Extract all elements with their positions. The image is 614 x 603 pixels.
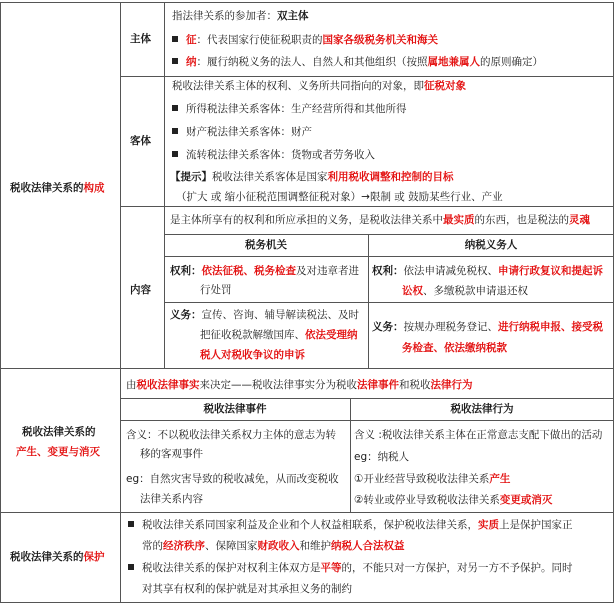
divider-content-colhead (164, 256, 614, 257)
object-item3 (172, 148, 375, 162)
legal-facts-red1: 税收法律事实 (136, 379, 200, 391)
authority-rights-text: 及对违章者进 (296, 265, 359, 277)
object-label: 客体 (130, 135, 151, 147)
event-def-l2: 移的客观事件 (140, 448, 203, 460)
protection-title-red: 保护 (83, 551, 105, 563)
divider-content-mid (368, 234, 369, 368)
zheng-text: ：代表国家行使征税职责的 (196, 34, 323, 46)
object-item1 (172, 102, 407, 116)
object-item2 (172, 125, 312, 139)
protection-title-text: 税收法律关系的 (10, 551, 84, 563)
divider-sec2-colhead (120, 420, 614, 421)
authority-duty-text: 宣传、咨询、辅导解读税法、及时 (201, 309, 359, 321)
act-eg: eg：纳税人 (354, 451, 410, 463)
na-red: 属地兼属人 (427, 56, 480, 68)
divider-sec2-sec3 (0, 512, 614, 513)
divider-sec1-sec2 (0, 368, 614, 369)
taxpayer-rights-text: 依法申请减免税权、 (403, 265, 498, 277)
tip-text: 税收法律关系客体是国家 (212, 171, 328, 183)
protection-p1-text: 税收法律关系同国家利益及企业和个人权益相联系，保护税收法律关系， (142, 519, 478, 531)
subject-label: 主体 (130, 33, 151, 45)
divider-sec1-col1 (120, 2, 121, 368)
authority-duty-l2-text: 把征收税款解缴国库、 (200, 329, 305, 341)
tip-red: 利用税收调整和控制的目标 (327, 171, 454, 183)
tip-label: 【提示】 (170, 171, 212, 183)
border-left (0, 2, 1, 603)
protection-essence: 实质 (478, 519, 499, 531)
taxpayer-rights: 纳税人合法权益 (331, 540, 405, 552)
authority-duty-l2-red: 依法受理纳 (305, 329, 358, 341)
taxpayer-duty-l1 (372, 320, 603, 334)
taxpayer-duty-label: 义务： (372, 321, 404, 333)
composition-title-red: 构成 (83, 182, 105, 194)
protection-p1-l1 (128, 518, 573, 532)
divider-sec2-header (120, 398, 614, 399)
change-title-l1: 税收法律关系的 (22, 426, 96, 438)
event-eg-l2: 法律关系内容 (140, 493, 203, 505)
protection-p2-l1 (128, 561, 573, 575)
protection-p2-l2: 对其享有权利的保护就是对其承担义务的制约 (142, 583, 352, 595)
object-tip (170, 170, 454, 184)
content-essential: 最实质 (443, 214, 475, 226)
content-line1-text: 是主体所享有的权利和所应承担的义务，是税收法律关系中 (170, 214, 443, 226)
act-item1 (354, 472, 510, 486)
legal-facts-line (126, 378, 473, 392)
bullet-square-icon (172, 58, 178, 64)
authority-duty-l2 (200, 328, 358, 342)
na-key: 纳 (186, 56, 197, 68)
protection-p1-l2 (142, 539, 405, 553)
taxpayer-rights-l1 (372, 264, 603, 278)
divider-sec2-col1 (120, 368, 121, 512)
taxpayer-rights-label: 权利： (372, 265, 404, 277)
subject-line1-text: 指法律关系的参加者： (172, 10, 277, 22)
zheng-key: 征 (186, 34, 197, 46)
protection-p1-l2-b: 、保障国家 (205, 540, 258, 552)
protection-p2-text: 税收法律关系的保护对权利主体双方是 (142, 562, 321, 574)
taxpayer-duty-text: 按规办理税务登记、 (403, 321, 498, 333)
legal-facts-a: 由 (126, 379, 137, 391)
taxpayer-rights-l2 (402, 284, 528, 298)
content-line1 (170, 213, 590, 227)
authority-rights-l2: 行处罚 (200, 284, 232, 296)
protection-p1-l2-a: 常的 (142, 540, 163, 552)
authority-rights-red: 依法征税、税务检查 (201, 265, 296, 277)
content-soul: 灵魂 (569, 214, 590, 226)
divider-sec3-col1 (120, 512, 121, 602)
object-tip-sub: （扩大 或 缩小征税范围调整征税对象）→限制 或 鼓励某些行业、产业 (176, 191, 503, 203)
content-label: 内容 (130, 284, 151, 296)
change-title-l2: 产生、变更与消灭 (16, 446, 100, 458)
col-legal-event: 税收法律事件 (203, 403, 267, 415)
subject-dual: 双主体 (277, 10, 309, 22)
bullet-square-icon (172, 151, 178, 157)
protection-p1-l2-c: 和维护 (299, 540, 331, 552)
subject-line1 (172, 9, 309, 23)
content-line1-mid: 的东西，也是税法的 (474, 214, 569, 226)
divider-content-header (164, 234, 614, 235)
col-taxpayer: 纳税义务人 (464, 239, 518, 251)
bullet-square-icon (128, 521, 134, 527)
border-top (0, 2, 614, 3)
legal-facts-red3: 法律行为 (430, 379, 473, 391)
composition-title (10, 181, 105, 195)
taxpayer-rights-red: 申请行政复议和提起诉 (498, 265, 603, 277)
divider-sec1-col2 (164, 2, 165, 368)
act-item2-text: ②转业或停业导致税收法律关系 (354, 494, 500, 506)
event-eg-l1: eg：自然灾害导致的税收减免，从而改变税收 (126, 473, 339, 485)
taxpayer-rights-l2-text: 、多缴税款申请退还权 (423, 285, 528, 297)
event-def-l1: 含义：不以税收法律关系权力主体的意志为转 (126, 429, 336, 441)
taxpayer-rights-l2-red: 讼权 (402, 285, 423, 297)
act-item1-text: ①开业经营导致税收法律关系 (354, 473, 490, 485)
authority-duty-label: 义务： (170, 309, 202, 321)
act-item2 (354, 493, 552, 507)
bullet-square-icon (172, 105, 178, 111)
na-text: ：履行纳税义务的法人、自然人和其他组织（按照 (196, 56, 428, 68)
divider-object-content (120, 206, 614, 207)
economic-order: 经济秩序 (163, 540, 205, 552)
col-legal-act: 税收法律行为 (450, 403, 514, 415)
divider-content-rights-duties (164, 302, 614, 303)
authority-duty-l3: 税人对税收争议的申诉 (200, 349, 305, 361)
authority-rights-l1 (170, 264, 359, 278)
protection-equal: 平等 (320, 562, 342, 574)
object-item1-text: 所得税法律关系客体：生产经营所得和其他所得 (186, 103, 407, 115)
act-item1-red: 产生 (489, 473, 511, 485)
legal-facts-red2: 法律事件 (357, 379, 399, 391)
col-tax-authority: 税务机关 (245, 239, 287, 251)
protection-title (10, 550, 105, 564)
object-line1 (172, 79, 466, 93)
object-item3-text: 流转税法律关系客体：货物或者劳务收入 (186, 149, 375, 161)
fiscal-revenue: 财政收入 (257, 540, 300, 552)
subject-zheng (172, 33, 438, 47)
taxpayer-duty-red: 进行纳税申报、接受税 (498, 321, 603, 333)
object-line1-red: 征税对象 (424, 80, 466, 92)
bullet-square-icon (172, 36, 178, 42)
legal-facts-c: 和税收 (399, 379, 431, 391)
act-item2-red: 变更或消灭 (499, 494, 553, 506)
protection-p2-end: 的，不能只对一方保护，对另一方不予保护。同时 (341, 562, 573, 574)
zheng-red: 国家各级税务机关和海关 (322, 34, 438, 46)
authority-duty-l1 (170, 308, 359, 322)
na-end: 的原则确定） (480, 56, 543, 68)
object-item2-text: 财产税法律关系客体：财产 (186, 126, 312, 138)
bullet-square-icon (128, 564, 134, 570)
act-def: 含义 :税收法律关系主体在正常意志支配下做出的活动 (354, 429, 603, 441)
composition-title-text: 税收法律关系的 (10, 182, 84, 194)
divider-subject-object (120, 76, 614, 77)
legal-facts-b: 来决定——税收法律事实分为税收 (199, 379, 357, 391)
bullet-square-icon (172, 128, 178, 134)
protection-p1-end: 上是保护国家正 (499, 519, 573, 531)
taxpayer-duty-l2: 务检查、依法缴纳税款 (402, 342, 507, 354)
subject-na (172, 55, 543, 69)
authority-rights-label: 权利： (170, 265, 202, 277)
object-line1-text: 税收法律关系主体的权利、义务所共同指向的对象，即 (172, 80, 424, 92)
